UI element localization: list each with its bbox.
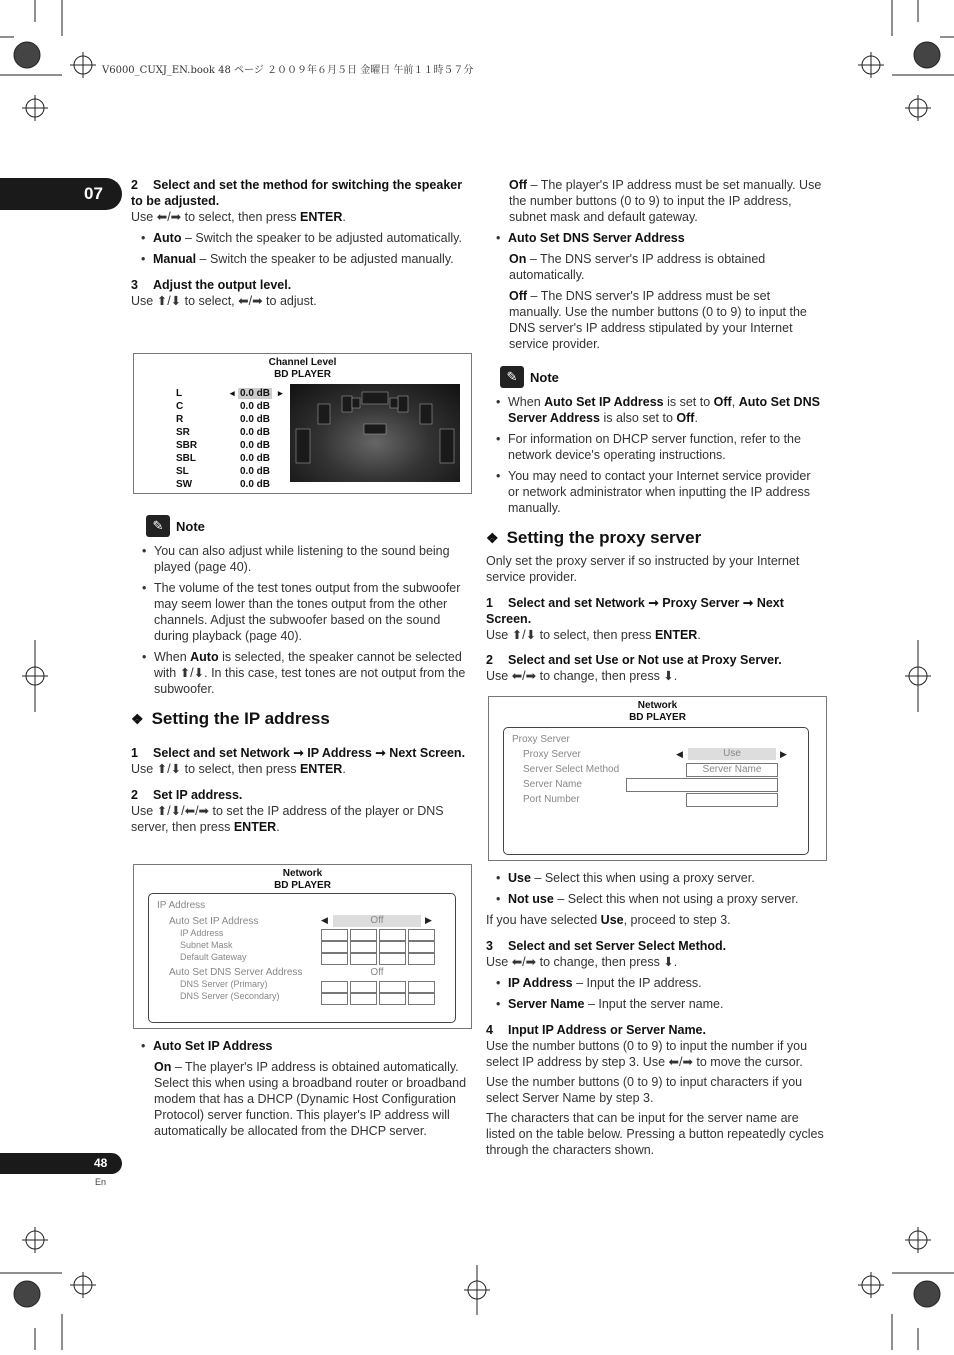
method-label: Server Select Method [523,764,620,775]
auto-ip-label: Auto Set IP Address [169,916,259,927]
note-pencil-icon: ✎ [500,366,524,388]
list-item-server-name: • Server Name – Input the server name. [486,996,824,1012]
channel-name: SL [176,466,189,477]
auto-dns-label: Auto Set DNS Server Address [169,967,303,978]
ip-octet-field [321,929,348,941]
ip-octet-field [350,953,377,965]
proxy-step-1-instruction: Use ⬆/⬇ to select, then press ENTER. [486,628,701,642]
network-ip-screen [133,864,472,1029]
ip-octet-field [350,981,377,993]
server-name-label: Server Name [523,779,582,790]
step-4-paragraph-1: Use the number buttons (0 to 9) to input the number if you select IP address by step 3. Use ⬅/➡ to move the cursor. [486,1039,808,1069]
file-info-line: V6000_CUXJ_EN.book 48 ページ ２００９年６月５日 金曜日 午前１１時５７分 [102,65,474,76]
right-column-bottom [486,870,824,1158]
proxy-step-2-instruction: Use ⬅/➡ to change, then press ⬇. [486,669,678,683]
channel-row [176,453,286,466]
ip-step-2-instruction: Use ⬆/⬇/⬅/➡ to set the IP address of the player or DNS server, then press ENTER. [131,804,444,834]
step-4-paragraph-3: The characters that can be input for the server name are listed on the table below. Pressing a button repeatedly cycles through the characters shown. [486,1111,824,1157]
note-item: • You can also adjust while listening to the sound being played (page 40). [132,543,468,575]
ip-section [131,709,471,835]
diamond-icon: ❖ [131,711,144,727]
step-3-instruction: Use ⬆/⬇ to select, ⬅/➡ to adjust. [131,294,317,308]
channel-row [176,427,286,440]
ip-octet-field [350,929,377,941]
ip-octet-field [379,953,406,965]
dns2-label: DNS Server (Secondary) [180,991,280,1001]
ip-step-1-heading: 1 Select and set Network ➞ IP Address ➞ Next Screen. [131,746,466,760]
ip-step-2-heading: 2 Set IP address. [131,788,243,802]
channel-name: SW [176,479,193,490]
language-code: En [95,1177,107,1187]
port-field [686,793,778,807]
left-arrow-icon: ◀ [676,749,683,759]
note-header: ✎ Note [500,366,822,388]
channel-value: 0.0 dB [240,427,271,438]
proxy-step-1-heading: 1 Select and set Network ➞ Proxy Server ➞ Next Screen. [486,596,784,626]
proxy-label: Proxy Server [523,749,581,760]
step-3-heading: 3 Adjust the output level. [131,278,292,292]
speaker-layout-graphic [290,384,460,482]
ip-octet-field [379,941,406,953]
ip-octet-field [379,929,406,941]
screen-subtitle: BD PLAYER [274,880,331,891]
step-2-instruction: Use ⬅/➡ to select, then press ENTER. [131,210,346,224]
page-number-tab [0,1153,122,1174]
subnet-label: Subnet Mask [180,940,233,950]
proxy-section [486,528,824,684]
channel-value: 0.0 dB [240,414,271,425]
list-item-use: • Use – Select this when using a proxy server. [486,870,824,886]
chapter-tab [0,178,122,210]
channel-value: 0.0 dB [240,440,271,451]
ip-octet-field [350,941,377,953]
channel-name: L [176,388,183,399]
server-name-field [626,778,778,792]
channel-row [176,414,286,427]
channel-row [176,466,286,479]
ip-octet-field [379,993,406,1005]
proxy-value: Use [688,748,776,760]
screen-title: Network [637,700,678,711]
note-item: • When Auto is selected, the speaker cannot be selected with ⬆/⬇. In this case, test tones are not output from the subwoofer. [132,649,468,697]
proxy-panel [503,727,809,855]
group-label: Proxy Server [512,734,570,745]
auto-set-ip-block [131,1038,471,1139]
ip-octet-field [408,953,435,965]
channel-value: 0.0 dB [240,388,271,399]
channel-row [176,440,286,453]
left-arrow-icon: ◀ [321,915,328,925]
proxy-step-4-heading: 4 Input IP Address or Server Name. [486,1023,706,1037]
note-block-right [500,366,822,516]
dns1-label: DNS Server (Primary) [180,979,268,989]
chapter-number: 07 [84,184,103,203]
channel-value: 0.0 dB [240,401,271,412]
proxy-step-3-heading: 3 Select and set Server Select Method. [486,939,727,953]
note-item: • For information on DHCP server function, refer to the network device's operating instructions. [486,431,822,463]
ip-octet-field [408,929,435,941]
channel-name: C [176,401,184,412]
note-item: • You may need to contact your Internet service provider or network administrator when inputting the IP address manually. [486,468,822,516]
section-heading-ip: ❖ Setting the IP address [131,709,330,728]
screen-subtitle: BD PLAYER [629,712,686,723]
note-pencil-icon: ✎ [146,515,170,537]
left-column [131,177,471,309]
channel-level-screen [133,353,472,494]
channel-value: 0.0 dB [240,453,271,464]
page-number: 48 [94,1156,108,1170]
ip-octet-field [408,981,435,993]
gateway-label: Default Gateway [180,952,247,962]
channel-name: SBR [176,440,198,451]
ip-address-label: IP Address [180,928,224,938]
channel-row [176,388,286,401]
proxy-step-2-heading: 2 Select and set Use or Not use at Proxy Server. [486,653,782,667]
channel-name: SBL [176,453,196,464]
dns-off-desc: Off – The DNS server's IP address must be set manually. Use the number buttons (0 to 9) to input the DNS server's IP address stipulated by your Internet service provider. [509,289,807,351]
list-item-auto-set-ip: • Auto Set IP Address [131,1038,471,1054]
screen-title: Network [282,868,323,879]
step-4-paragraph-2: Use the number buttons (0 to 9) to input characters if you select Server Name by step 3. [486,1075,803,1105]
ip-step-1-instruction: Use ⬆/⬇ to select, then press ENTER. [131,762,346,776]
proxy-intro: Only set the proxy server if so instructed by your Internet service provider. [486,554,800,584]
right-arrow-icon: ▶ [425,915,432,925]
ip-octet-field [321,981,348,993]
channel-row [176,401,286,414]
section-heading-proxy: ❖ Setting the proxy server [486,528,702,547]
list-item-manual: • Manual – Switch the speaker to be adjusted manually. [131,251,471,267]
channel-row [176,479,286,492]
right-arrow-icon: ▸ [278,388,283,398]
ip-octet-fields [321,894,441,1022]
channel-value: 0.0 dB [240,466,271,477]
right-arrow-icon: ▶ [780,749,787,759]
auto-ip-on-desc: On – The player's IP address is obtained automatically. Select this when using a broadband router or broadband modem that has a DHCP (Dynamic Host Configuration Protocol) server function. This player's IP address will automatically be allocated from the DHCP server. [154,1060,467,1138]
right-column-top [486,177,824,352]
group-label: IP Address [157,900,206,911]
channel-name: SR [176,427,190,438]
channel-value: 0.0 dB [240,479,271,490]
ip-octet-field [408,993,435,1005]
channel-name: R [176,414,184,425]
ip-octet-field [350,993,377,1005]
step-2-heading: 2 Select and set the method for switching the speaker to be adjusted. [131,178,463,208]
screen-title: Channel Level [268,357,337,368]
list-item-not-use: • Not use – Select this when not using a proxy server. [486,891,824,907]
speaker-room-image [290,384,460,482]
ip-octet-field [379,981,406,993]
proceed-note: If you have selected Use, proceed to step 3. [486,913,731,927]
proxy-step-3-instruction: Use ⬅/➡ to change, then press ⬇. [486,955,678,969]
auto-ip-value: Off [333,915,421,927]
screen-subtitle: BD PLAYER [274,369,331,380]
method-value: Server Name [686,763,778,777]
dns-on-desc: On – The DNS server's IP address is obtained automatically. [509,252,766,282]
ip-octet-field [408,941,435,953]
auto-ip-off-desc: Off – The player's IP address must be set manually. Use the number buttons (0 to 9) to input the IP address, subnet mask and default gateway. [509,178,822,224]
note-item: • When Auto Set IP Address is set to Off, Auto Set DNS Server Address is also set to Off. [486,394,822,426]
list-item-auto: • Auto – Switch the speaker to be adjusted automatically. [131,230,471,246]
proxy-server-screen [488,696,827,861]
list-item-ip-address: • IP Address – Input the IP address. [486,975,824,991]
list-item-auto-set-dns: • Auto Set DNS Server Address [486,230,824,246]
left-arrow-icon: ◂ [230,388,235,398]
ip-octet-field [321,941,348,953]
note-block-left [146,515,468,697]
ip-address-panel [148,893,456,1023]
auto-dns-value: Off [370,967,384,978]
ip-octet-field [321,953,348,965]
port-label: Port Number [523,794,580,805]
ip-octet-field [321,993,348,1005]
note-item: • The volume of the test tones output from the subwoofer may seem lower than the tones output from the other channels. Adjust the subwoofer based on the sound during playback (page 40). [132,580,468,644]
diamond-icon: ❖ [486,530,499,546]
note-header: ✎ Note [146,515,468,537]
